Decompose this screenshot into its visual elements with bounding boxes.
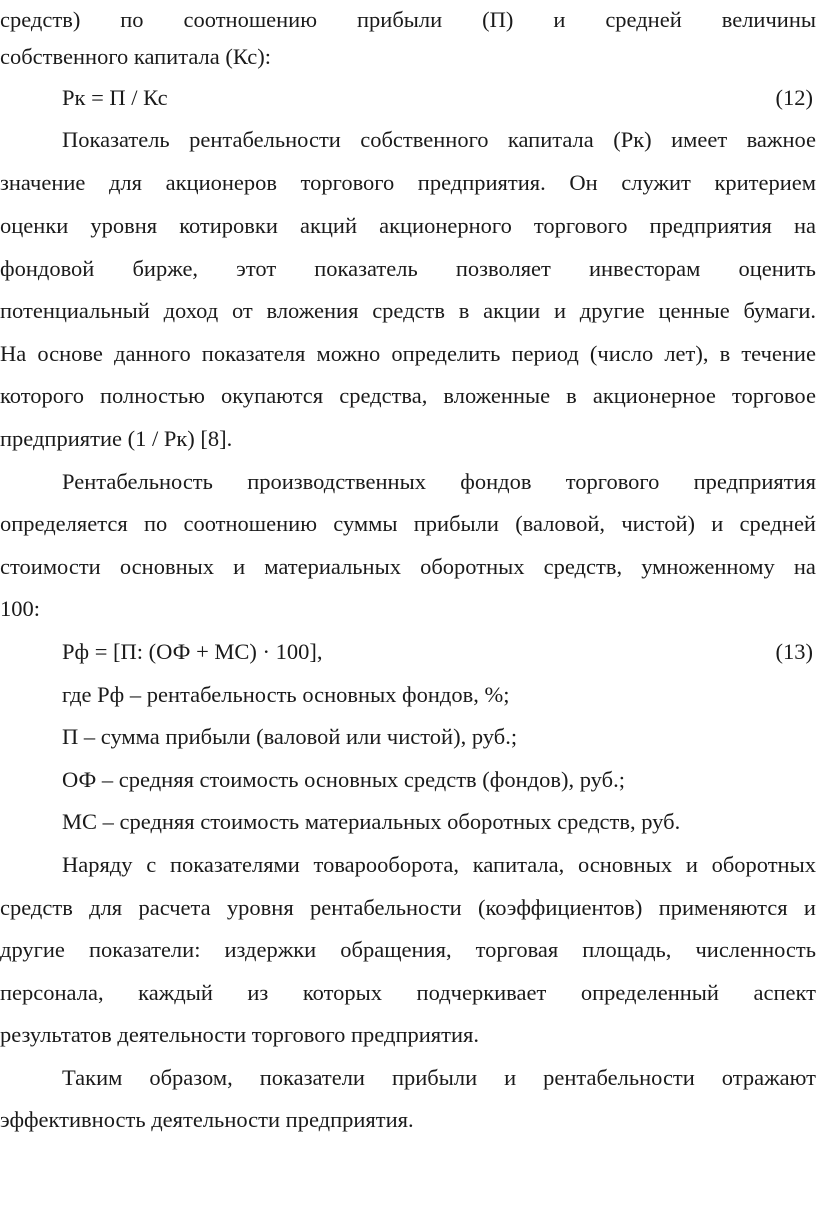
word: применяются (658, 895, 788, 920)
equation-number: (12) (775, 85, 813, 110)
word: оборотных (711, 852, 816, 877)
word: в (566, 383, 577, 408)
line-text: П – сумма прибыли (валовой или чистой), руб.; (62, 724, 518, 749)
word: Рентабельность (62, 469, 213, 494)
word: (валовой, (515, 511, 606, 536)
text-line (0, 419, 816, 459)
definition-line (0, 802, 816, 842)
word: от (231, 298, 253, 323)
word: с (146, 852, 157, 877)
word: персонала, (0, 980, 104, 1005)
text-line (0, 462, 816, 502)
word: показателя (201, 341, 306, 366)
word: фондовой (0, 256, 95, 281)
word: рентабельности (543, 1065, 695, 1090)
word: показатель (314, 256, 418, 281)
word: (коэффициентов) (478, 895, 643, 920)
word: имеет (671, 127, 728, 152)
word: ценные (658, 298, 730, 323)
word: бирже, (132, 256, 199, 281)
word: котировки (179, 213, 278, 238)
word: средства, (339, 383, 428, 408)
definition-line (0, 717, 816, 757)
word: потенциальный (0, 298, 150, 323)
word: прибыли (413, 511, 499, 536)
word: определить (391, 341, 501, 366)
word: доход (163, 298, 219, 323)
word: акционеров (165, 170, 278, 195)
word: уровня (90, 213, 158, 238)
word: в (458, 298, 470, 323)
word: обращения, (340, 937, 452, 962)
word: служит (621, 170, 691, 195)
word: (П) (482, 7, 514, 32)
word: и (553, 7, 566, 32)
word: этот (236, 256, 277, 281)
text-line (0, 1100, 816, 1140)
word: средств) (0, 7, 81, 32)
word: аспект (753, 980, 816, 1005)
word: торговое (732, 383, 816, 408)
line-text: результатов деятельности торгового предприятия. (0, 1022, 479, 1047)
word: торговая (475, 937, 559, 962)
word: Он (569, 170, 598, 195)
word: капитала, (472, 852, 565, 877)
word: предприятия. (417, 170, 546, 195)
word: значение (0, 170, 86, 195)
word: по (143, 511, 168, 536)
word: оценить (738, 256, 816, 281)
word: торгового (565, 469, 660, 494)
word: бумаги. (743, 298, 816, 323)
word: собственного (360, 127, 489, 152)
word: производственных (247, 469, 426, 494)
formula: Рк = П / Кс (62, 85, 168, 110)
word: предприятия (649, 213, 772, 238)
line-text: где Рф – рентабельность основных фондов, %; (62, 682, 510, 707)
word: в (719, 341, 731, 366)
text-line (0, 376, 816, 416)
equation-number: (13) (775, 639, 813, 664)
word: на (793, 554, 816, 579)
word: торгового (300, 170, 395, 195)
word: которых (302, 980, 383, 1005)
word: акций (299, 213, 358, 238)
word: можно (316, 341, 381, 366)
word: численность (695, 937, 816, 962)
word: капитала (507, 127, 594, 152)
word: стоимости (0, 554, 101, 579)
word: (Рк) (613, 127, 652, 152)
word: инвесторам (588, 256, 701, 281)
word: прибыли (357, 7, 443, 32)
text-line (0, 206, 816, 246)
definition-line (0, 675, 816, 715)
word: расчета (138, 895, 211, 920)
text-line (0, 37, 816, 77)
word: и (504, 1065, 517, 1090)
word: (число (589, 341, 654, 366)
text-line (0, 291, 816, 331)
word: На (0, 341, 27, 366)
word: отражают (721, 1065, 816, 1090)
word: и (685, 852, 698, 877)
word: определенный (580, 980, 719, 1005)
word: Таким (62, 1065, 123, 1090)
word: средств, (543, 554, 623, 579)
text-line (0, 589, 816, 629)
word: соотношению (183, 7, 318, 32)
word: вложенные (443, 383, 551, 408)
word: показателями (169, 852, 300, 877)
line-text: 100: (0, 596, 41, 621)
word: предприятия (693, 469, 816, 494)
text-line (0, 930, 816, 970)
text-line (0, 547, 816, 587)
text-line (0, 120, 816, 160)
word: соотношению (183, 511, 318, 536)
text-line (0, 1058, 816, 1098)
word: величины (721, 7, 816, 32)
word: позволяет (455, 256, 551, 281)
word: оборотных (420, 554, 525, 579)
word: основных (119, 554, 214, 579)
word: акционерное (592, 383, 716, 408)
word: из (247, 980, 269, 1005)
formula: Рф = [П: (ОФ + МС) · 100], (62, 639, 323, 664)
line-text: собственного капитала (Кс): (0, 44, 272, 69)
text-line (0, 888, 816, 928)
word: средней (739, 511, 816, 536)
word: показатели: (88, 937, 201, 962)
word: площадь, (582, 937, 672, 962)
text-line (0, 163, 816, 203)
line-text: предприятие (1 / Рк) [8]. (0, 426, 233, 451)
text-line (0, 1015, 816, 1055)
text-line (0, 845, 816, 885)
text-line (0, 334, 816, 374)
word: средней (605, 7, 682, 32)
word: для (108, 170, 143, 195)
word: уровня (226, 895, 294, 920)
text-line (0, 0, 816, 40)
word: по (120, 7, 144, 32)
word: каждый (138, 980, 213, 1005)
line-text: эффективность деятельности предприятия. (0, 1107, 414, 1132)
word: и (711, 511, 724, 536)
word: важное (746, 127, 816, 152)
word: основных (577, 852, 673, 877)
word: другие (579, 298, 645, 323)
word: материальных (264, 554, 401, 579)
word: суммы (333, 511, 398, 536)
word: акционерного (379, 213, 512, 238)
word: акции (483, 298, 541, 323)
word: основе (37, 341, 103, 366)
word: окупаются (221, 383, 324, 408)
word: чистой) (621, 511, 695, 536)
word: Показатель (62, 127, 170, 152)
word: критерием (714, 170, 816, 195)
formula-line (0, 78, 816, 118)
word: средств (0, 895, 73, 920)
word: вложения (266, 298, 359, 323)
line-text: ОФ – средняя стоимость основных средств (фондов), руб.; (62, 767, 625, 792)
word: подчеркивает (416, 980, 547, 1005)
word: и (233, 554, 246, 579)
text-line (0, 249, 816, 289)
word: прибыли (391, 1065, 478, 1090)
word: течение (741, 341, 816, 366)
text-line (0, 504, 816, 544)
word: торгового (533, 213, 628, 238)
word: данного (114, 341, 191, 366)
word: показатели (259, 1065, 365, 1090)
word: другие (0, 937, 65, 962)
word: средств (372, 298, 446, 323)
word: и (553, 298, 567, 323)
word: образом, (149, 1065, 233, 1090)
word: которого (0, 383, 84, 408)
word: полностью (100, 383, 205, 408)
word: умноженному (641, 554, 775, 579)
word: товарооборота, (313, 852, 460, 877)
word: на (793, 213, 816, 238)
formula-line (0, 632, 816, 672)
word: определяется (0, 511, 128, 536)
word: фондов (460, 469, 532, 494)
word: оценки (0, 213, 69, 238)
word: лет), (664, 341, 709, 366)
word: и (803, 895, 816, 920)
word: период (511, 341, 579, 366)
word: Наряду (62, 852, 133, 877)
word: для (89, 895, 123, 920)
word: рентабельности (309, 895, 462, 920)
word: издержки (224, 937, 317, 962)
word: рентабельности (189, 127, 341, 152)
text-line (0, 973, 816, 1013)
line-text: МС – средняя стоимость материальных оборотных средств, руб. (62, 809, 681, 834)
definition-line (0, 760, 816, 800)
